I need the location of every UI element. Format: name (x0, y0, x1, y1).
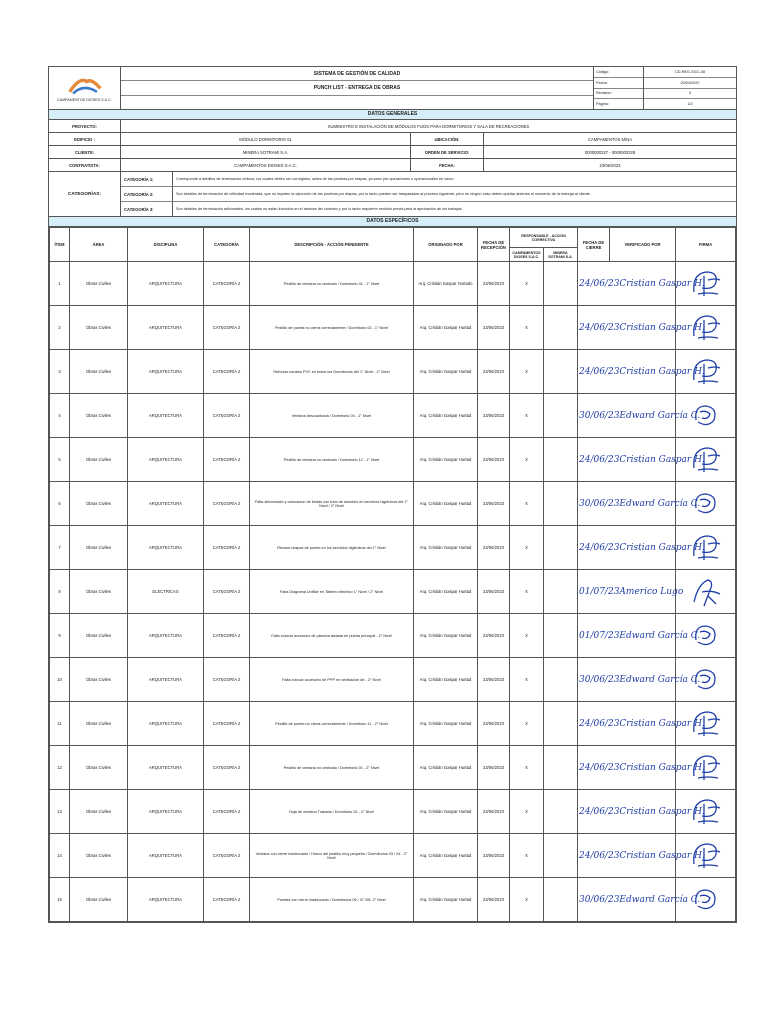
service-order-label: ORDEN DE SERVICIO: (411, 146, 484, 158)
signature-icon (688, 750, 724, 784)
signature-stroke (693, 536, 719, 560)
table-row (50, 834, 736, 878)
signature-stroke (693, 712, 719, 736)
verifier-handwritten: Edward García C. (619, 410, 701, 421)
cell-resp-client (544, 658, 578, 702)
category-description: Son detalles de terminación de criticidad moderada, que no impiden la ejecución de las pruebas por etapas, por lo tanto pueden ser traspasadas al proceso siguiente, pero en ningún caso deben quedar abiertos al momento de la entrega al cliente. (173, 187, 736, 202)
meta-key: Página: (596, 102, 609, 107)
building-row (49, 133, 736, 146)
cell-reception-date: 23/06/2023 (478, 834, 510, 878)
cell-resp-client (544, 394, 578, 438)
cell-discipline: ARQUITECTURA (128, 350, 204, 394)
cell-resp-client (544, 526, 578, 570)
signature-icon (688, 618, 724, 652)
meta-key: Código: (594, 67, 643, 78)
cell-category: CATEGORÍA 2 (204, 526, 250, 570)
contractor-value: CAMPAMENTOS DIOSES S.A.C. (121, 159, 411, 171)
cell-area: Obras Civiles (70, 350, 128, 394)
cell-area: Obras Civiles (70, 746, 128, 790)
signature-icon (688, 794, 724, 828)
cell-reception-date: 23/06/2023 (478, 790, 510, 834)
cell-resp-client (544, 570, 578, 614)
cell-closing-date (578, 834, 705, 878)
cell-resp-client (544, 482, 578, 526)
cell-resp-contractor: X (510, 746, 544, 790)
categories-block (49, 172, 736, 217)
cell-category: CATEGORÍA 2 (204, 262, 250, 306)
cell-originated-by: Arq. Cristián Gaspar Hurtad (414, 746, 478, 790)
cell-reception-date: 23/06/2023 (478, 482, 510, 526)
cell-description: Falta Diagrama Unifilar en Tablero eléctrico 1° Nivel / 2° Nivel (250, 570, 414, 614)
cell-area: Obras Civiles (70, 658, 128, 702)
cell-description: Pestillo de puerta no cierra correctamente / Dormitorio 02 - 1° Nivel (250, 306, 414, 350)
cell-item: 14 (50, 834, 70, 878)
cell-area: Obras Civiles (70, 834, 128, 878)
signature-stroke (695, 890, 714, 909)
cell-closing-date (578, 350, 705, 394)
cell-area: Obras Civiles (70, 878, 128, 922)
table-row (50, 306, 736, 350)
cell-resp-client (544, 834, 578, 878)
col-responsible: RESPONSABLE - ACCIÓN CORRECTIVA (510, 228, 578, 248)
cell-item: 13 (50, 790, 70, 834)
cell-originated-by: Arq. Cristián Gaspar Hurtad (414, 790, 478, 834)
cell-area: Obras Civiles (70, 262, 128, 306)
verifier-handwritten: Cristian Gaspar H. (619, 454, 705, 465)
location-value: CAMPAMENTOS MINA (587, 136, 633, 142)
cell-discipline: ARQUITECTURA (128, 746, 204, 790)
client-label: CLIENTE: (49, 146, 121, 158)
col-closing-date: FECHA DE CIERRE (578, 228, 610, 262)
cell-area: Obras Civiles (70, 790, 128, 834)
cell-originated-by: Arq. Cristián Gaspar Hurtad (414, 658, 478, 702)
cell-resp-contractor: X (510, 526, 544, 570)
cell-closing-date (578, 790, 705, 834)
cell-reception-date: 23/06/2023 (478, 438, 510, 482)
signature-icon (688, 662, 724, 696)
cell-reception-date: 23/06/2023 (478, 658, 510, 702)
col-description: DESCRIPCIÓN - ACCIÓN PENDIENTE (250, 228, 414, 262)
cell-category: CATEGORÍA 2 (204, 570, 250, 614)
table-row (50, 746, 736, 790)
cell-item: 12 (50, 746, 70, 790)
client-value: MINERA SOTRAMI S.A. (121, 146, 411, 158)
cell-originated-by: Arq. Cristián Gaspar Hurtad (414, 306, 478, 350)
signature-stroke (693, 448, 719, 472)
closing-date-handwritten: 30/06/23 (579, 674, 620, 685)
document-header (49, 67, 736, 110)
cell-discipline: ARQUITECTURA (128, 526, 204, 570)
date-value: 23/06/2023 (599, 162, 621, 168)
cell-resp-contractor: X (510, 262, 544, 306)
cell-resp-contractor: X (510, 878, 544, 922)
cell-signature (676, 570, 736, 614)
cell-originated-by: Arq. Cristián Gaspar Hurtad (414, 394, 478, 438)
cell-resp-client (544, 306, 578, 350)
cell-item: 9 (50, 614, 70, 658)
cell-originated-by: Arq. Cristián Gaspar Hurtad (414, 482, 478, 526)
cell-discipline: ARQUITECTURA (128, 394, 204, 438)
col-originated-by: ORIGINADO POR (414, 228, 478, 262)
cell-resp-contractor: X (510, 614, 544, 658)
cell-item: 4 (50, 394, 70, 438)
cell-originated-by: Arq. Cristián Gaspar Hurtad (414, 570, 478, 614)
cell-discipline: ARQUITECTURA (128, 834, 204, 878)
cell-closing-date (578, 746, 705, 790)
closing-date-handwritten: 24/06/23 (579, 366, 620, 377)
cell-item: 6 (50, 482, 70, 526)
meta-value: 1/2 (687, 102, 693, 107)
verifier-handwritten: Cristian Gaspar H. (619, 762, 705, 773)
contractor-row (49, 159, 736, 172)
verifier-handwritten: Edward García C. (619, 674, 701, 685)
specific-data-band: DATOS ESPECÍFICOS (49, 217, 736, 227)
cell-reception-date: 23/06/2023 (478, 746, 510, 790)
signature-icon (688, 530, 724, 564)
service-order-value: 0000000327 - 0000000328 (584, 149, 636, 155)
table-row (50, 702, 736, 746)
cell-resp-client (544, 262, 578, 306)
cell-item: 5 (50, 438, 70, 482)
cell-area: Obras Civiles (70, 394, 128, 438)
closing-date-handwritten: 24/06/23 (579, 806, 620, 817)
cell-resp-contractor: X (510, 394, 544, 438)
table-row (50, 350, 736, 394)
verifier-handwritten: Cristian Gaspar H. (619, 366, 705, 377)
cell-reception-date: 23/06/2023 (478, 306, 510, 350)
cell-category: CATEGORÍA 2 (204, 350, 250, 394)
signature-icon (688, 310, 724, 344)
signature-stroke (693, 272, 719, 296)
header-blank (121, 96, 593, 109)
cell-category: CATEGORÍA 2 (204, 482, 250, 526)
table-row (50, 790, 736, 834)
cell-resp-client (544, 350, 578, 394)
verifier-handwritten: Cristian Gaspar H. (619, 322, 705, 333)
verifier-handwritten: Edward García C. (619, 894, 701, 905)
col-resp-client: MINERA SOTRAMI S.A. (544, 248, 578, 262)
verifier-handwritten: Cristian Gaspar H. (619, 542, 705, 553)
cell-originated-by: Arq. Cristián Gaspar Hurtad (414, 350, 478, 394)
document-title: PUNCH LIST - ENTREGA DE OBRAS (121, 81, 593, 95)
table-row (50, 526, 736, 570)
signature-stroke (695, 626, 714, 645)
company-logo (49, 67, 121, 109)
signature-icon (688, 266, 724, 300)
cell-item: 15 (50, 878, 70, 922)
signature-icon (688, 706, 724, 740)
cell-description: Puertas con cierre inadecuado / Dormitorios 06 / 07 /08- 2° Nivel (250, 878, 414, 922)
cell-category: CATEGORÍA 2 (204, 746, 250, 790)
closing-date-handwritten: 24/06/23 (579, 850, 620, 861)
verifier-handwritten: Edward García C. (619, 498, 701, 509)
cell-resp-client (544, 878, 578, 922)
table-row (50, 570, 736, 614)
cell-closing-date (578, 702, 705, 746)
cell-resp-contractor: X (510, 790, 544, 834)
cell-closing-date (578, 482, 701, 526)
punch-list-sheet (48, 66, 737, 923)
cell-resp-client (544, 614, 578, 658)
cell-description: Falta siliconeado y colocacion de bridas con tubo de aluminio en servicios higiénicos del 1° Nivel / 2° Nivel (250, 482, 414, 526)
cell-description: Pestillo de ventana no centrado / Dormitorio 01 - 1° Nivel (250, 262, 414, 306)
category-name: CATEGORÍA 1: (121, 172, 173, 187)
signature-icon (688, 354, 724, 388)
cell-item: 8 (50, 570, 70, 614)
col-discipline: DISCIPLINA (128, 228, 204, 262)
signature-stroke (693, 360, 719, 384)
cell-category: CATEGORÍA 2 (204, 614, 250, 658)
cell-closing-date (578, 878, 701, 922)
cell-reception-date: 23/06/2023 (478, 262, 510, 306)
cell-category: CATEGORÍA 2 (204, 878, 250, 922)
cell-reception-date: 23/06/2023 (478, 570, 510, 614)
building-label: EDIFICIO : (49, 133, 121, 145)
cell-discipline: ARQUITECTURA (128, 658, 204, 702)
verifier-handwritten: Americo Lugo (619, 586, 684, 597)
cell-description: Revisar chapas de puerta en los servicios higiénicos del 1° Nivel (250, 526, 414, 570)
project-label: PROYECTO: (49, 120, 121, 132)
cell-resp-client (544, 438, 578, 482)
cell-description: Pestillo de ventana no centrado / Dormitorio 12 - 1° Nivel (250, 438, 414, 482)
table-row (50, 614, 736, 658)
cell-originated-by: Arq. Cristián Gaspar Hurtad (414, 834, 478, 878)
verifier-handwritten: Cristian Gaspar H. (619, 718, 705, 729)
signature-stroke (693, 316, 719, 340)
cell-area: Obras Civiles (70, 482, 128, 526)
cell-category: CATEGORÍA 2 (204, 394, 250, 438)
table-row (50, 878, 736, 922)
category-description: Corresponde a detalles de terminación críticos, los cuales deben ser corregidos, antes de las pruebas por etapas, ya sean pre operaciones u operacionales en vacío. (173, 172, 736, 187)
cell-area: Obras Civiles (70, 614, 128, 658)
col-item: ÍTEM (50, 228, 70, 262)
signature-icon (688, 442, 724, 476)
closing-date-handwritten: 30/06/23 (579, 894, 620, 905)
closing-date-handwritten: 30/06/23 (579, 498, 620, 509)
contractor-label: CONTRATISTA: (49, 159, 121, 171)
cell-reception-date: 23/06/2023 (478, 702, 510, 746)
cell-item: 7 (50, 526, 70, 570)
cell-resp-contractor: X (510, 438, 544, 482)
signature-stroke (695, 406, 714, 425)
cell-reception-date: 23/06/2023 (478, 878, 510, 922)
closing-date-handwritten: 01/07/23 (579, 630, 620, 641)
cell-resp-contractor: X (510, 702, 544, 746)
closing-date-handwritten: 24/06/23 (579, 454, 620, 465)
cell-discipline: ARQUITECTURA (128, 790, 204, 834)
signature-stroke (693, 800, 719, 824)
location-label: UBICACIÓN: (411, 133, 484, 145)
meta-value: CD-REG-SGC-08 (644, 67, 736, 78)
cell-reception-date: 23/06/2023 (478, 614, 510, 658)
closing-date-handwritten: 01/07/23 (579, 586, 620, 597)
cell-reception-date: 23/06/2023 (478, 350, 510, 394)
cell-closing-date (578, 262, 705, 306)
category-name: CATEGORÍA 2: (121, 187, 173, 202)
mountain-logo-icon (68, 74, 102, 96)
cell-discipline: ELECTRICAS (128, 570, 204, 614)
col-resp-contractor: CAMPAMENTOS DIOSES S.A.C. (510, 248, 544, 262)
cell-originated-by: Arq. Cristián Gaspar Hurtad (414, 526, 478, 570)
cell-resp-client (544, 702, 578, 746)
cell-discipline: ARQUITECTURA (128, 878, 204, 922)
cell-description: Hoja de ventana Trabada / Dormitorio 02 - 2° Nivel (250, 790, 414, 834)
cell-originated-by: Arq. Cristián Gaspar Hurtad (414, 702, 478, 746)
cell-originated-by: Arq. Cristián Gaspar Hurtad (414, 878, 478, 922)
date-label: FECHA: (411, 159, 484, 171)
cell-category: CATEGORÍA 2 (204, 834, 250, 878)
cell-category: CATEGORÍA 2 (204, 306, 250, 350)
cell-originated-by: Arq. Cristián Gaspar Hurtad (414, 438, 478, 482)
col-area: ÁREA (70, 228, 128, 262)
cell-description: Pestillo de puerta no cierra correctamente / Dormitorio 11 - 2° Nivel (250, 702, 414, 746)
cell-originated-by: Arq. Cristián Gaspar Hurtado (414, 262, 478, 306)
system-title: SISTEMA DE GESTIÓN DE CALIDAD (121, 67, 593, 81)
cell-resp-contractor: X (510, 834, 544, 878)
closing-date-handwritten: 24/06/23 (579, 278, 620, 289)
col-reception-date: FECHA DE RECEPCIÓN (478, 228, 510, 262)
logo-text: CAMPAMENTOS DIOSES S.A.C. (57, 98, 112, 102)
cell-closing-date (578, 394, 701, 438)
cell-reception-date: 23/06/2023 (478, 526, 510, 570)
signature-stroke (695, 494, 714, 513)
cell-category: CATEGORÍA 2 (204, 702, 250, 746)
col-signature: FIRMA (676, 228, 736, 262)
cell-closing-date (578, 658, 701, 702)
cell-discipline: ARQUITECTURA (128, 438, 204, 482)
categories-label: CATEGORÍAS: (49, 172, 121, 216)
signature-stroke (693, 756, 719, 780)
signature-icon (688, 486, 724, 520)
table-row (50, 438, 736, 482)
cell-resp-contractor: X (510, 570, 544, 614)
client-row (49, 146, 736, 159)
verifier-handwritten: Cristian Gaspar H. (619, 278, 705, 289)
cell-description: Pestillo de ventana no centrado / Dormitorio 01 - 2° Nivel (250, 746, 414, 790)
cell-item: 2 (50, 306, 70, 350)
cell-closing-date (578, 526, 705, 570)
signature-stroke (694, 580, 720, 606)
punch-list-table (49, 227, 736, 922)
general-data-band: DATOS GENERALES (49, 110, 736, 120)
cell-reception-date: 23/06/2023 (478, 394, 510, 438)
cell-description: Ventana con cierre inadecuado / Hueco del pestillo muy pequeño / Dormitorios 03 / 04 - 2° Nivel (250, 834, 414, 878)
table-row (50, 262, 736, 306)
meta-key: Revisión: (594, 89, 643, 100)
signature-icon (688, 398, 724, 432)
meta-key: Fecha: (594, 78, 643, 89)
cell-resp-contractor: X (510, 306, 544, 350)
cell-category: CATEGORÍA 2 (204, 790, 250, 834)
signature-icon (688, 838, 724, 872)
signature-icon (688, 882, 724, 916)
signature-stroke (695, 670, 714, 689)
cell-discipline: ARQUITECTURA (128, 306, 204, 350)
cell-item: 3 (50, 350, 70, 394)
cell-closing-date (578, 614, 701, 658)
table-row (50, 482, 736, 526)
cell-resp-contractor: X (510, 482, 544, 526)
signature-icon (688, 574, 724, 608)
closing-date-handwritten: 24/06/23 (579, 762, 620, 773)
cell-area: Obras Civiles (70, 306, 128, 350)
category-description: Son detalles de terminación adicionales, los cuales no están incluidos en el alcance del contrato y por lo tanto requieren revisión previa para la aprobación de los trabajos. (176, 207, 463, 211)
closing-date-handwritten: 24/06/23 (579, 322, 620, 333)
cell-area: Obras Civiles (70, 438, 128, 482)
cell-description: Reforzar zocalos PVC en todos los Dormitorios del 1° Nivel - 2° Nivel (250, 350, 414, 394)
verifier-handwritten: Cristian Gaspar H. (619, 850, 705, 861)
table-row (50, 658, 736, 702)
project-row (49, 120, 736, 133)
closing-date-handwritten: 30/06/23 (579, 410, 620, 421)
cell-description: Ventana descuadrada / Dormitorio 04 - 1° Nivel (250, 394, 414, 438)
cell-description: Falta colocar accesorio de PPP en ventilación de - 2° Nivel (250, 658, 414, 702)
cell-item: 1 (50, 262, 70, 306)
table-row (50, 394, 736, 438)
cell-discipline: ARQUITECTURA (128, 614, 204, 658)
closing-date-handwritten: 24/06/23 (579, 542, 620, 553)
cell-closing-date (578, 570, 684, 614)
cell-area: Obras Civiles (70, 526, 128, 570)
cell-resp-contractor: X (510, 350, 544, 394)
cell-originated-by: Arq. Cristián Gaspar Hurtad (414, 614, 478, 658)
col-verified-by: VERIFICADO POR (610, 228, 676, 262)
cell-resp-client (544, 790, 578, 834)
cell-discipline: ARQUITECTURA (128, 262, 204, 306)
category-name: CATEGORÍA 3: (121, 202, 173, 216)
signature-stroke (693, 844, 719, 868)
cell-resp-contractor: X (510, 658, 544, 702)
verifier-handwritten: Cristian Gaspar H. (619, 806, 705, 817)
cell-closing-date (578, 438, 705, 482)
cell-closing-date (578, 306, 705, 350)
cell-area: Obras Civiles (70, 702, 128, 746)
cell-item: 10 (50, 658, 70, 702)
building-value: MÓDULO DORMITORIO 01 (121, 133, 411, 145)
cell-resp-client (544, 746, 578, 790)
meta-value: 20/04/2022 (644, 78, 736, 89)
meta-value: 0 (644, 89, 736, 100)
project-value: SUMINISTRO E INSTALACIÓN DE MÓDULOS FIJOS PARA DORMITORIOS Y SALA DE RECREACIONES (327, 123, 530, 129)
cell-discipline: ARQUITECTURA (128, 702, 204, 746)
cell-area: Obras Civiles (70, 570, 128, 614)
cell-discipline: ARQUITECTURA (128, 482, 204, 526)
cell-item: 11 (50, 702, 70, 746)
cell-category: CATEGORÍA 2 (204, 438, 250, 482)
col-category: CATEGORÍA (204, 228, 250, 262)
closing-date-handwritten: 24/06/23 (579, 718, 620, 729)
cell-description: Falta colocar accesorio de plancha aislada en puerta principal - 2° Nivel (250, 614, 414, 658)
verifier-handwritten: Edward García C. (619, 630, 701, 641)
cell-category: CATEGORÍA 2 (204, 658, 250, 702)
